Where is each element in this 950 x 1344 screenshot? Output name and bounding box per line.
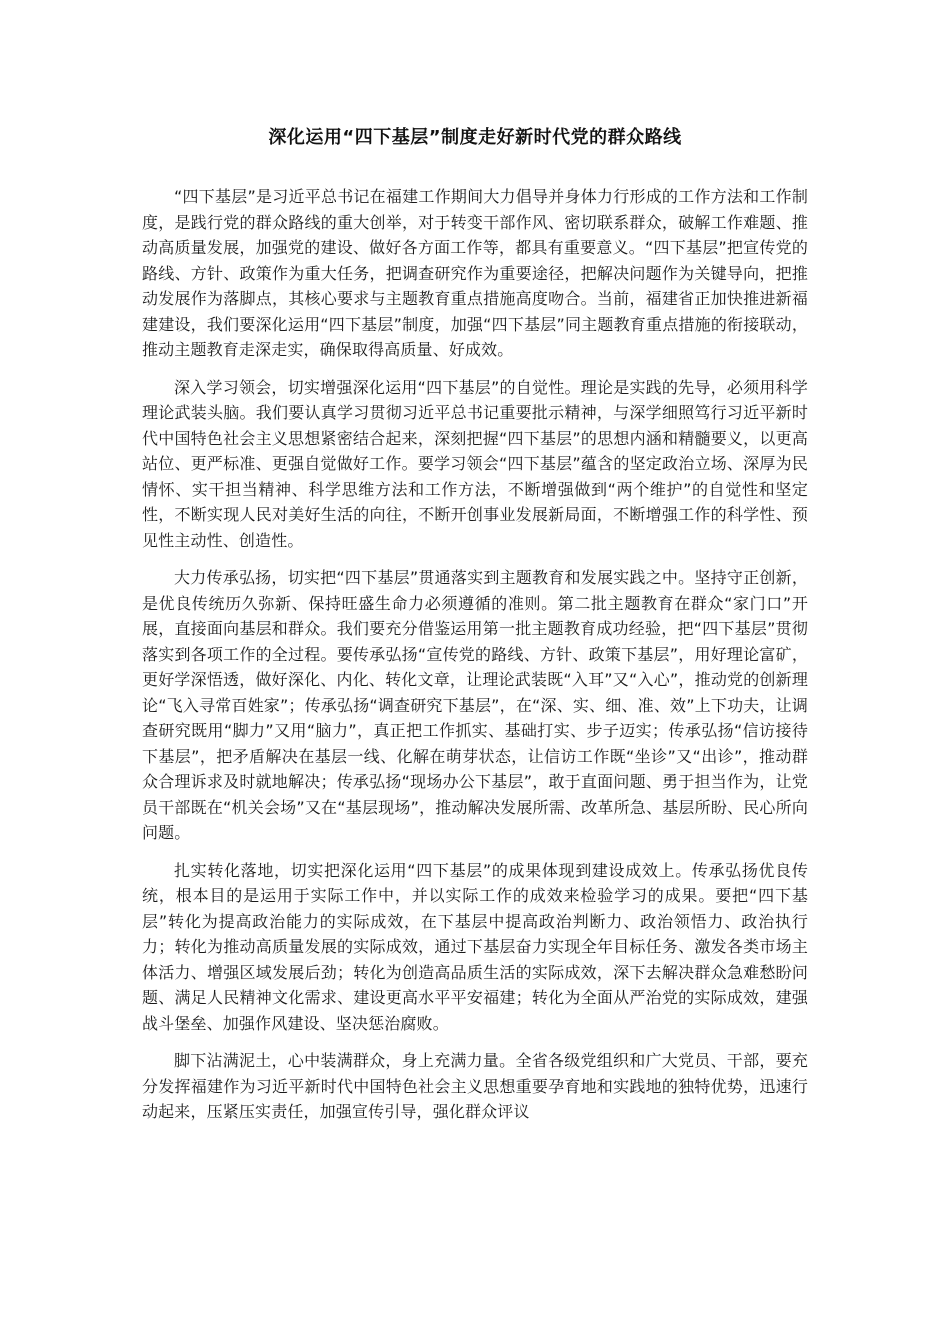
paragraph-1: “四下基层”是习近平总书记在福建工作期间大力倡导并身体力行形成的工作方法和工作制度，是践行党的群众路线的重大创举，对于转变干部作风、密切联系群众，破解工作难题、推动高质量发展，加强党的建设、做好各方面工作等，都具有重要意义。“四下基层”把宣传党的路线、方针、政策作为重大任务，把调查研究作为重要途径，把解决问题作为关键导向，把推动发展作为落脚点，其核心要求与主题教育重点措施高度吻合。当前，福建省正加快推进新福建建设，我们要深化运用“四下基层”制度，加强“四下基层”同主题教育重点措施的衔接联动，推动主题教育走深走实，确保取得高质量、好成效。	[142, 187, 808, 359]
page-title: 深化运用“四下基层”制度走好新时代党的群众路线	[268, 127, 682, 148]
paragraph-5: 脚下沾满泥土，心中装满群众，身上充满力量。全省各级党组织和广大党员、干部，要充分发挥福建作为习近平新时代中国特色社会主义思想重要孕育地和实践地的独特优势，迅速行动起来，压紧压实责任，加强宣传引导，强化群众评议	[142, 1051, 808, 1121]
paragraph-4: 扎实转化落地，切实把深化运用“四下基层”的成果体现到建设成效上。传承弘扬优良传统，根本目的是运用于实际工作中，并以实际工作的成效来检验学习的成果。要把“四下基层”转化为提高政治能力的实际成效，在下基层中提高政治判断力、政治领悟力、政治执行力；转化为推动高质量发展的实际成效，通过下基层奋力实现全年目标任务、激发各类市场主体活力、增强区域发展后劲；转化为创造高品质生活的实际成效，深下去解决群众急难愁盼问题、满足人民精神文化需求、建设更高水平平安福建；转化为全面从严治党的实际成效，建强战斗堡垒、加强作风建设、坚决惩治腐败。	[142, 860, 808, 1033]
document-body	[142, 184, 808, 1137]
paragraph-2: 深入学习领会，切实增强深化运用“四下基层”的自觉性。理论是实践的先导，必须用科学理论武装头脑。我们要认真学习贯彻习近平总书记重要批示精神，与深学细照笃行习近平新时代中国特色社会主义思想紧密结合起来，深刻把握“四下基层”的思想内涵和精髓要义，以更高站位、更严标准、更强自觉做好工作。要学习领会“四下基层”蕴含的坚定政治立场、深厚为民情怀、实干担当精神、科学思维方法和工作方法，不断增强做到“两个维护”的自觉性和坚定性，不断实现人民对美好生活的向往，不断开创事业发展新局面，不断增强工作的科学性、预见性主动性、创造性。	[142, 377, 808, 550]
paragraph-3: 大力传承弘扬，切实把“四下基层”贯通落实到主题教育和发展实践之中。坚持守正创新，是优良传统历久弥新、保持旺盛生命力必须遵循的准则。第二批主题教育在群众“家门口”开展，直接面向基层和群众。我们要充分借鉴运用第一批主题教育成功经验，把“四下基层”贯彻落实到各项工作的全过程。要传承弘扬“宣传党的路线、方针、政策下基层”，用好理论富矿，更好学深悟透，做好深化、内化、转化文章，让理论武装既“入耳”又“入心”，推动党的创新理论“飞入寻常百姓家”；传承弘扬“调查研究下基层”，在“深、实、细、准、效”上下功夫，让调查研究既用“脚力”又用“脑力”，真正把工作抓实、基础打实、步子迈实；传承弘扬“信访接待下基层”，把矛盾解决在基层一线、化解在萌芽状态，让信访工作既“坐诊”又“出诊”，推动群众合理诉求及时就地解决；传承弘扬“现场办公下基层”，敢于直面问题、勇于担当作为，让党员干部既在“机关会场”又在“基层现场”，推动解决发展所需、改革所急、基层所盼、民心所向问题。	[142, 568, 808, 842]
